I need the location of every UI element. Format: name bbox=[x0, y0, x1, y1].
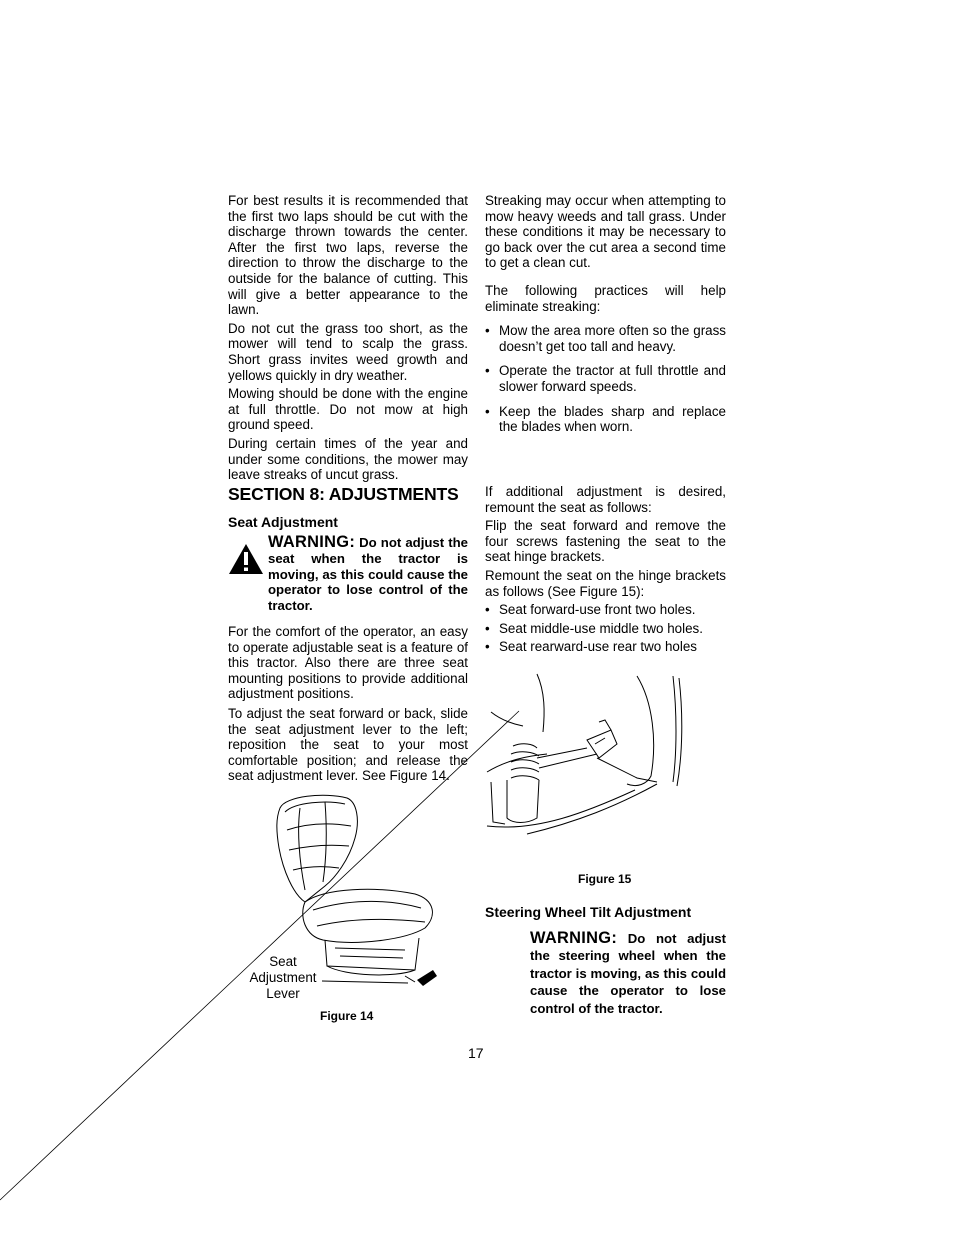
paragraph-grass-length: Do not cut the grass too short, as the mower will tend to scalp the grass. Short grass invites weed growth and yellows quickly in dry weather. bbox=[228, 320, 468, 383]
list-item: • Keep the blades sharp and replace the blades when worn. bbox=[485, 404, 726, 435]
warning-body: Do not adjust the steering wheel when the tractor is moving, as this could cause the operator to lose control of the tractor. bbox=[530, 931, 726, 1016]
list-item: • Mow the area more often so the grass doesn’t get too tall and heavy. bbox=[485, 323, 726, 354]
paragraph-practices: The following practices will help eliminate streaking: bbox=[485, 282, 726, 314]
paragraph-throttle: Mowing should be done with the engine at full throttle. Do not mow at high ground speed. bbox=[228, 386, 468, 433]
seat-warning-text bbox=[268, 535, 468, 614]
left-top-column bbox=[228, 193, 468, 483]
section-title: SECTION 8: ADJUSTMENTS bbox=[228, 484, 459, 504]
steering-tilt-heading: Steering Wheel Tilt Adjustment bbox=[485, 904, 692, 920]
figure-15-hinge-illustration bbox=[487, 672, 687, 838]
right-bottom-column bbox=[485, 484, 726, 655]
callout-line-2: Adjustment bbox=[249, 970, 317, 985]
seat-warning-block bbox=[228, 535, 468, 614]
callout-line-3: Lever bbox=[266, 986, 300, 1001]
list-item: • Seat forward-use front two holes. bbox=[485, 602, 726, 618]
seat-adjustment-heading: Seat Adjustment bbox=[228, 514, 338, 530]
callout-line-1: Seat bbox=[269, 954, 297, 969]
paragraph-streaking: Streaking may occur when attempting to mow heavy weeds and tall grass. Under these conditions it may be necessary to go back over the cut area a second time to get a clean cut. bbox=[485, 193, 726, 271]
paragraph-seat-adjust: To adjust the seat forward or back, slide the seat adjustment lever to the left; reposition the seat to your most comfortable position; and release the seat adjustment lever. See Figure 14. bbox=[228, 705, 468, 784]
figure-14-caption: Figure 14 bbox=[320, 1009, 374, 1023]
warning-triangle-icon bbox=[228, 535, 268, 614]
left-bottom-column bbox=[228, 484, 468, 784]
warning-label: WARNING: bbox=[268, 533, 356, 551]
mounting-bullet-list bbox=[485, 602, 726, 655]
paragraph-streaks: During certain times of the year and under some conditions, the mower may leave streaks of uncut grass. bbox=[228, 435, 468, 483]
list-item: • Operate the tractor at full throttle and slower forward speeds. bbox=[485, 363, 726, 394]
figure-15-caption: Figure 15 bbox=[578, 872, 632, 886]
paragraph-seat-comfort: For the comfort of the operator, an easy to operate adjustable seat is a feature of this tractor. Also there are three seat mounting positions to provide additional adjustment positions. bbox=[228, 623, 468, 702]
streaking-bullet-list bbox=[485, 323, 726, 435]
paragraph-flip-seat: Flip the seat forward and remove the four screws fastening the seat to the seat hinge brackets. bbox=[485, 518, 726, 565]
steering-warning-block bbox=[530, 930, 726, 1017]
warning-body: Do not adjust the seat when the tractor is moving, as this could cause the operator to lose control of the tractor. bbox=[268, 535, 468, 614]
seat-adjustment-lever-callout bbox=[246, 954, 320, 1002]
list-item: • Seat rearward-use rear two holes bbox=[485, 639, 726, 655]
paragraph-additional-adjustment: If additional adjustment is desired, remount the seat as follows: bbox=[485, 484, 726, 515]
paragraph-discharge: For best results it is recommended that the first two laps should be cut with the discharge thrown towards the center. After the first two laps, reverse the direction to throw the discharge to the outside for the balance of cutting. This will give a better appearance to the lawn. bbox=[228, 193, 468, 318]
right-top-column bbox=[485, 193, 726, 435]
lever-callout-line bbox=[320, 977, 420, 987]
paragraph-remount: Remount the seat on the hinge brackets as follows (See Figure 15): bbox=[485, 567, 726, 599]
warning-label: WARNING: bbox=[530, 929, 618, 947]
page-number: 17 bbox=[468, 1045, 484, 1061]
list-item: • Seat middle-use middle two holes. bbox=[485, 621, 726, 637]
